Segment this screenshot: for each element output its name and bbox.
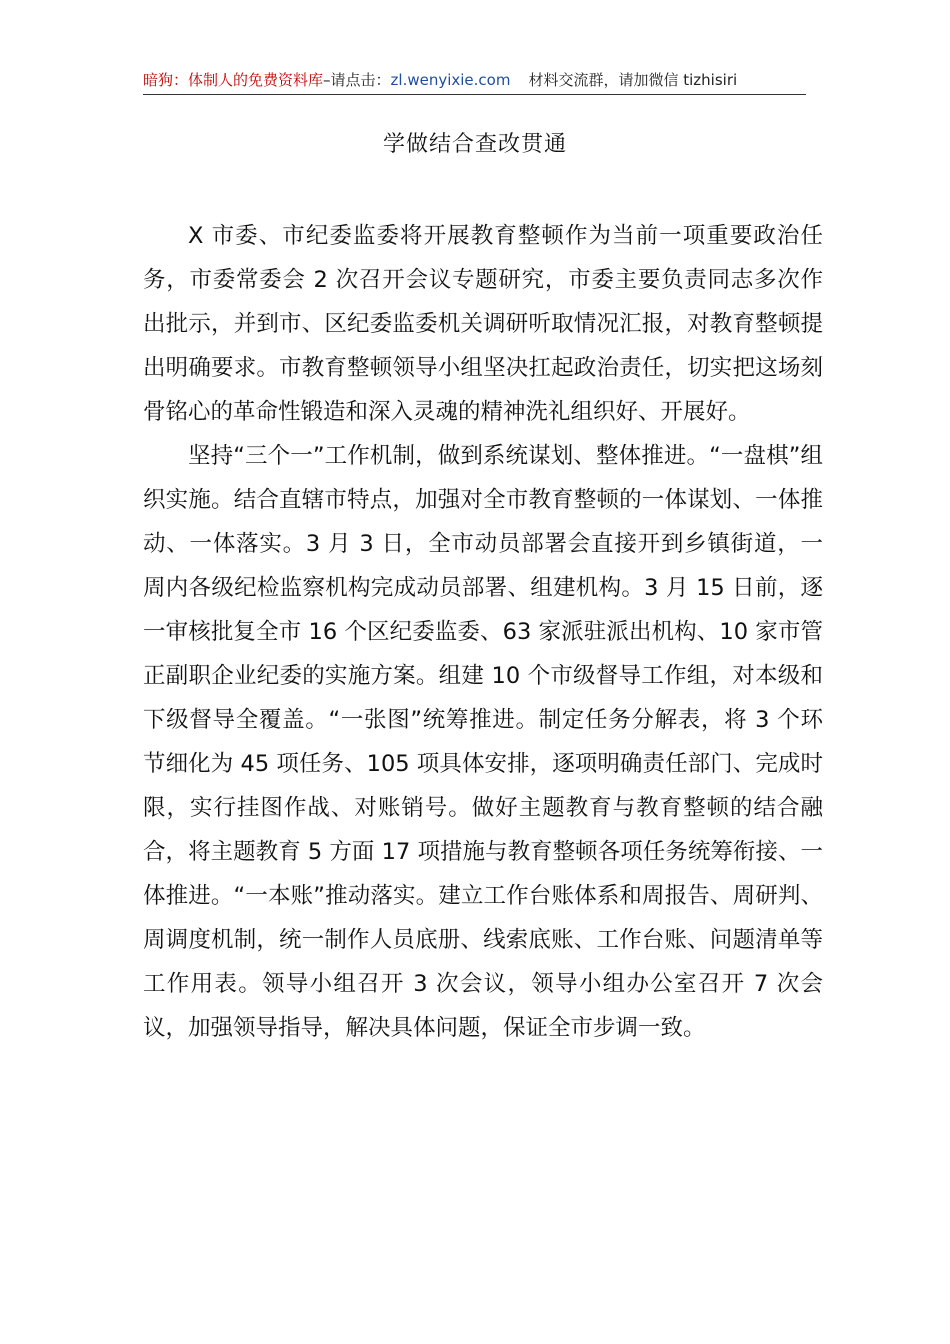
header-group-note: 材料交流群，请加微信 tizhisiri bbox=[528, 71, 738, 89]
document-title: 学做结合查改贯通 bbox=[382, 132, 567, 157]
header-click-prompt: –请点击： bbox=[323, 71, 391, 89]
page-header bbox=[143, 70, 806, 95]
header-site-name: 暗狗：体制人的免费资料库 bbox=[143, 71, 324, 89]
document-body bbox=[143, 214, 823, 1050]
paragraph-1: X 市委、市纪委监委将开展教育整顿作为当前一项重要政治任务，市委常委会 2 次召开会议专题研究，市委主要负责同志多次作出批示，并到市、区纪委监委机关调研听取情况汇报，对教育整顿提出明确要求。市教育整顿领导小组坚决扛起政治责任，切实把这场刻骨铭心的革命性锻造和深入灵魂的精神洗礼组织好、开展好。 bbox=[143, 223, 823, 425]
paragraph-2: 坚持“三个一”工作机制，做到系统谋划、整体推进。“一盘棋”组织实施。结合直辖市特点，加强对全市教育整顿的一体谋划、一体推动、一体落实。3 月 3 日，全市动员部署会直接开到乡镇街道，一周内各级纪检监察机构完成动员部署、组建机构。3 月 15 日前，逐一审核批复全市 16 个区纪委监委、63 家派驻派出机构、10 家市管正副职企业纪委的实施方案。组建 10 个市级督导工作组，对本级和下级督导全覆盖。“一张图”统筹推进。制定任务分解表，将 3 个环节细化为 45 项任务、105 项具体安排，逐项明确责任部门、完成时限，实行挂图作战、对账销号。做好主题教育与教育整顿的结合融合，将主题教育 5 方面 17 项措施与教育整顿各项任务统筹衔接、一体推进。“一本账”推动落实。建立工作台账体系和周报告、周研判、周调度机制，统一制作人员底册、线索底账、工作台账、问题清单等工作用表。领导小组召开 3 次会议，领导小组办公室召开 7 次会议，加强领导指导，解决具体问题，保证全市步调一致。 bbox=[143, 443, 823, 1041]
header-url-link[interactable]: zl.wenyixie.com bbox=[390, 71, 511, 89]
